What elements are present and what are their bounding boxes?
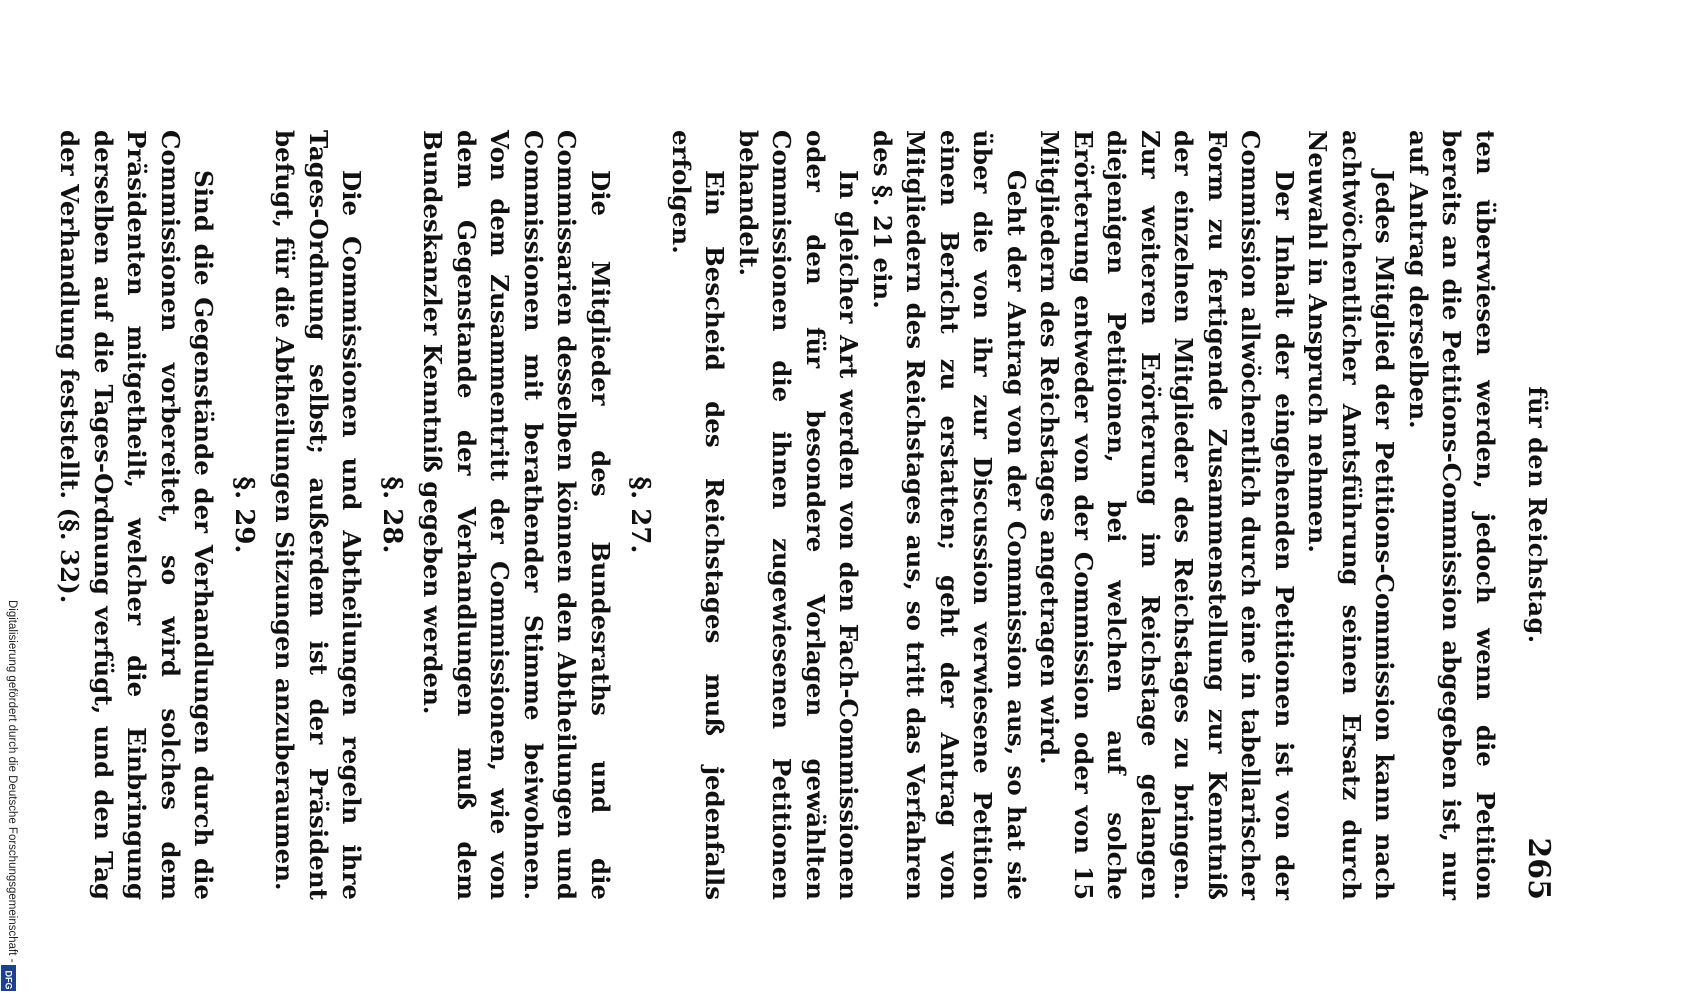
funding-credit: Digitalisierung gefördert durch die Deutsche Forschungsgemeinschaft - (6, 600, 18, 963)
dfg-logo (1, 965, 16, 991)
dfg-logo-text: DFG (3, 970, 14, 990)
funding-sidebar (0, 600, 18, 1000)
page-body (53, 130, 1502, 900)
running-head: für den Reichstag. (1523, 386, 1552, 644)
section-heading-27: §. 27. (625, 476, 656, 554)
paragraph-bundesrath: Die Mitglieder des Bundesraths und die Commissarien desselben können den Abtheilungen und Commissionen mit berathender Stimme beiwohnen. Von dem Zusammentritt der Commissionen, wie von dem Gegenstande der Verhandlungen muß dem Bundeskanzler Kenntniß gegeben werden. (418, 130, 615, 900)
scanned-page (55, 60, 1560, 940)
paragraph-fach-commissions: In gleicher Art werden von den Fach-Commissionen oder den für besondere Vorlagen gewählten Commissionen die ihnen zugewiesenen Petitionen behandelt. (734, 130, 864, 900)
section-heading-28: §. 28. (377, 476, 407, 554)
paragraph-petition-content: Der Inhalt der eingehenden Petitionen ist von der Commission allwöchentlich durch eine in tabellarischer Form zu fertigende Zusammenstellung zur Kenntniß der einzelnen Mitglieder des Reichstages zu bringen. Zur weiteren Erörterung im Reichstage gelangen diejenigen Petitionen, bei welchen auf solche Erörterung entweder von der Commission oder von 15 Mitgliedern des Reichstages angetragen wird. (1035, 130, 1299, 900)
paragraph-replacement: Jedes Mitglied der Petitions-Commission kann nach achtwöchentlicher Amtsführung seinen Ersatz durch Neuwahl in Anspruch nehmen. (1303, 130, 1400, 900)
paragraph-commission-report: Geht der Antrag von der Commission aus, so hat sie über die von ihr zur Discussion verwiesene Petition einen Bericht zu erstatten; geht der Antrag von Mitgliedern des Reichstages aus, so tritt das Verfahren des §. 21 ein. (868, 130, 1031, 900)
paragraph-decision: Ein Bescheid des Reichstages muß jedenfalls erfolgen. (667, 130, 730, 900)
page-number: 265 (1521, 837, 1556, 900)
paragraph-preparation: Sind die Gegenstände der Verhandlungen durch die Commissionen vorbereitet, so wird solches dem Präsidenten mitgetheilt, welcher die Einbringung derselben auf die Tages-Ordnung verfügt, und den Tag der Verhandlung feststellt. (§. 32). (55, 130, 219, 900)
page-header (1512, 130, 1556, 900)
paragraph-continuation: ten überwiesen werden, jedoch wenn die Petition bereits an die Petitions-Commission abgegeben ist, nur auf Antrag derselben. (1404, 130, 1500, 900)
section-heading-29: §. 29. (229, 476, 259, 554)
paragraph-agenda: Die Commissionen und Abtheilungen regeln ihre Tages-Ordnung selbst; außerdem ist der Präsident befugt, für die Abtheilungen Sitzungen anzuberaumen. (270, 130, 367, 900)
